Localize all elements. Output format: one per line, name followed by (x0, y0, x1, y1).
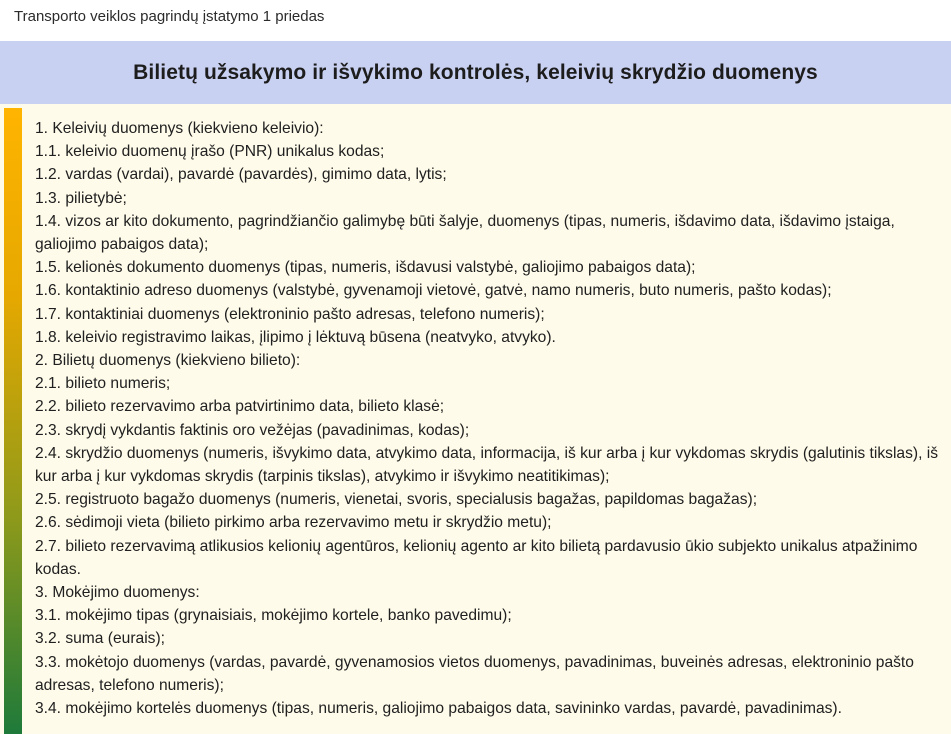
list-item: 3. Mokėjimo duomenys: (35, 584, 200, 602)
list-item: 2.5. registruoto bagažo duomenys (numeris, vienetai, svoris, specialusis bagažas, papildomas bagažas); (35, 491, 758, 509)
list-item: 1.1. keleivio duomenų įrašo (PNR) unikalus kodas; (35, 143, 385, 161)
list-item: 3.2. suma (eurais); (35, 630, 165, 648)
list-item: 1.3. pilietybė; (35, 189, 127, 207)
list-item: 2.3. skrydį vykdantis faktinis oro vežėjas (pavadinimas, kodas); (35, 421, 470, 439)
list-item: 1.5. kelionės dokumento duomenys (tipas, numeris, išdavusi valstybė, galiojimo pabaigos data); (35, 259, 696, 277)
list-item: 2.2. bilieto rezervavimo arba patvirtinimo data, bilieto klasė; (35, 398, 445, 416)
breadcrumb: Transporto veiklos pagrindų įstatymo 1 priedas (14, 8, 325, 25)
title-banner (0, 41, 951, 104)
list-item: 1.2. vardas (vardai), pavardė (pavardės), gimimo data, lytis; (35, 166, 447, 184)
list-item: 3.4. mokėjimo kortelės duomenys (tipas, numeris, galiojimo pabaigos data, savininko vardas, pavardė, pavadinimas). (35, 700, 842, 718)
list-item: 3.3. mokėtojo duomenys (vardas, pavardė, gyvenamosios vietos duomenys, pavadinimas, buveinės adresas, elektroninio pašto adresas, telefono numeris); (35, 653, 914, 694)
list-item: 1.8. keleivio registravimo laikas, įlipimo į lėktuvą būsena (neatvyko, atvyko). (35, 328, 556, 346)
list-item: 1.7. kontaktiniai duomenys (elektroninio pašto adresas, telefono numeris); (35, 305, 545, 323)
list-item: 1.4. vizos ar kito dokumento, pagrindžiančio galimybę būti šalyje, duomenys (tipas, numeris, išdavimo data, išdavimo įstaiga, galiojimo pabaigos data); (35, 212, 895, 254)
list-item: 3.1. mokėjimo tipas (grynaisiais, mokėjimo kortele, banko pavedimu); (35, 607, 512, 625)
data-items-list (35, 117, 940, 720)
accent-bar (4, 108, 22, 734)
list-item: 2. Bilietų duomenys (kiekvieno bilieto): (35, 352, 301, 370)
list-item: 2.1. bilieto numeris; (35, 375, 171, 393)
list-item: 1.6. kontaktinio adreso duomenys (valstybė, gyvenamoji vietovė, gatvė, namo numeris, buto numeris, pašto kodas); (35, 282, 832, 300)
list-item: 2.6. sėdimoji vieta (bilieto pirkimo arba rezervavimo metu ir skrydžio metu); (35, 514, 552, 532)
page-title: Bilietų užsakymo ir išvykimo kontrolės, keleivių skrydžio duomenys (133, 60, 818, 84)
list-item: 1. Keleivių duomenys (kiekvieno keleivio): (35, 120, 324, 137)
list-item: 2.4. skrydžio duomenys (numeris, išvykimo data, atvykimo data, informacija, iš kur arba į kur vykdomas skrydis (galutinis tikslas), iš kur arba į kur vykdomas skrydis (tarpinis tikslas), atvykimo ir išvykimo neatitikimas); (35, 444, 938, 486)
content-panel (0, 104, 951, 734)
list-item: 2.7. bilieto rezervavimą atlikusios kelionių agentūros, kelionių agento ar kito bilietą pardavusio ūkio subjekto unikalus atpažinimo kodas. (35, 537, 918, 578)
